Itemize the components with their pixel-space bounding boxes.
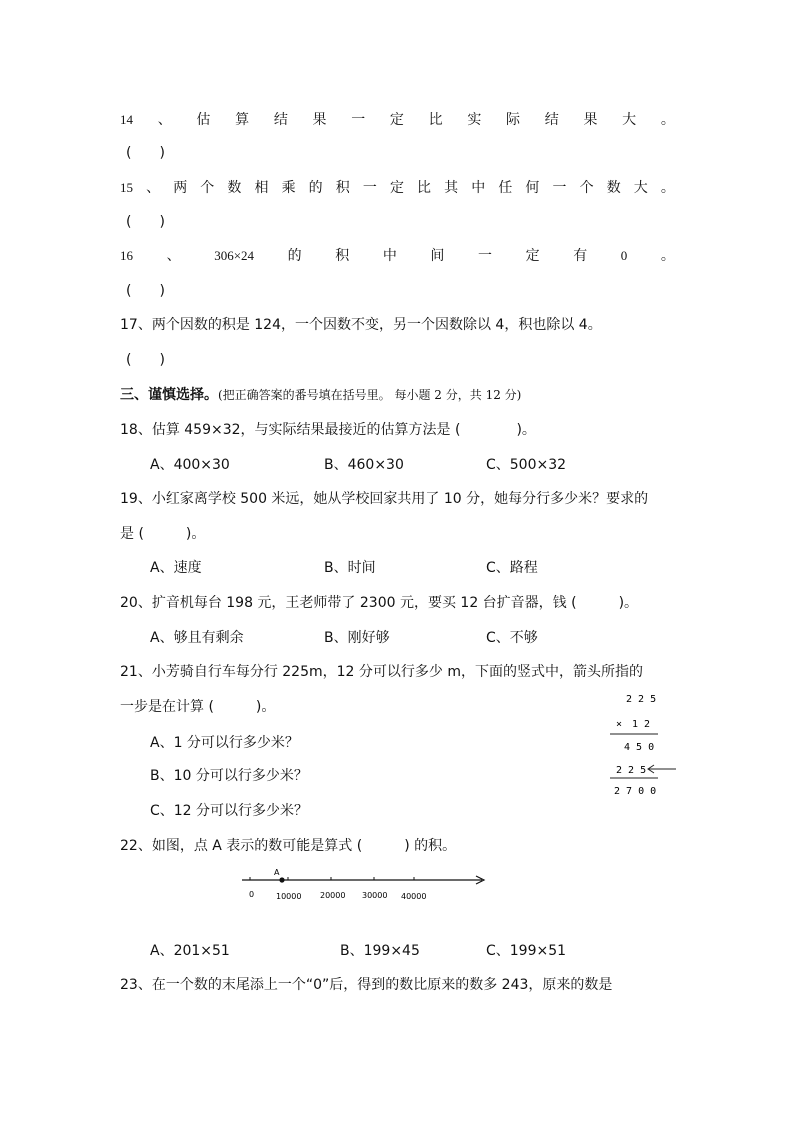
question-14 [120, 110, 675, 130]
q14-char: 结 [273, 112, 288, 128]
q16-char: 一 [478, 248, 492, 264]
q14-char: 果 [583, 112, 598, 128]
option-a[interactable]: A、速度 [150, 560, 202, 576]
question-number: 14 [120, 112, 133, 127]
q15-char: 个 [579, 180, 594, 196]
q16-char: 。 [660, 248, 675, 264]
q16-char: 有 [573, 248, 588, 264]
calc-multiplicand: 2 2 5 [626, 694, 657, 705]
option-c[interactable]: C、12 分可以行多少米？ [150, 803, 309, 819]
question-19: 19、小红家离学校 500 米远，她从学校回家共用了 10 分，她每分行多少米？要求的 [120, 491, 649, 507]
question-18: 18、估算 459×32，与实际结果最接近的估算方法是 ( )。 [120, 422, 536, 438]
q15-char: 的 [308, 180, 323, 196]
section-title: 三、谨慎选择。 [120, 387, 218, 403]
question-19-cont: 是 ( )。 [120, 526, 206, 542]
question-21-cont: 一步是在计算 ( )。 [120, 699, 276, 715]
q16-char: 0 [620, 248, 628, 263]
option-b[interactable]: B、10 分可以行多少米？ [150, 768, 308, 784]
option-a[interactable]: A、400×30 [150, 457, 230, 473]
q15-char: 比 [417, 180, 432, 196]
q15-char: 一 [362, 180, 377, 196]
q15-char: 大 [633, 180, 648, 196]
q16-char: 定 [525, 248, 540, 264]
q15-char: 数 [227, 180, 242, 196]
answer-blank[interactable]: ( ) [126, 214, 165, 230]
q14-char: 估 [196, 112, 211, 128]
question-16 [120, 246, 675, 266]
option-a[interactable]: A、201×51 [150, 943, 230, 959]
q16-char: 的 [287, 248, 302, 264]
question-21: 21、小芳骑自行车每分行 225m，12 分可以行多少 m，下面的竖式中，箭头所指的 [120, 664, 643, 680]
tick-label: 20000 [320, 891, 346, 900]
point-a-label: A [274, 868, 280, 877]
q16-char: 中 [382, 248, 397, 264]
vertical-multiplication [600, 692, 690, 802]
tick-label: 0 [249, 890, 255, 899]
q15-char: 定 [389, 180, 404, 196]
q15-char: 两 [173, 180, 188, 196]
question-15 [120, 178, 675, 198]
point-a [279, 877, 284, 882]
option-b[interactable]: B、460×30 [324, 457, 404, 473]
option-b[interactable]: B、时间 [324, 560, 376, 576]
question-20: 20、扩音机每台 198 元，王老师带了 2300 元，要买 12 台扩音器，钱 ( )。 [120, 595, 639, 611]
tick-label: 30000 [362, 891, 388, 900]
question-17: 17、两个因数的积是 124，一个因数不变，另一个因数除以 4，积也除以 4。 [120, 317, 602, 333]
q14-char: 定 [389, 112, 404, 128]
calc-result: 2 7 0 0 [614, 786, 657, 797]
option-b[interactable]: B、199×45 [340, 943, 420, 959]
q14-char: 比 [428, 112, 443, 128]
q14-char: 大 [622, 112, 637, 128]
question-number: 15 [120, 180, 133, 195]
q15-char: 一 [552, 180, 567, 196]
q14-char: 、 [157, 112, 172, 128]
q14-char: 一 [351, 112, 366, 128]
option-c[interactable]: C、199×51 [486, 943, 567, 959]
answer-blank[interactable]: ( ) [126, 283, 165, 299]
q15-char: 积 [335, 180, 350, 196]
calc-multiplier: × 1 2 [616, 719, 651, 730]
option-a[interactable]: A、1 分可以行多少米？ [150, 735, 299, 751]
number-line [236, 866, 496, 906]
q15-char: 相 [254, 180, 269, 196]
answer-blank[interactable]: ( ) [126, 145, 165, 161]
tick-label: 10000 [276, 892, 302, 901]
q14-char: 际 [506, 112, 521, 128]
q15-char: 、 [146, 180, 161, 196]
q15-char: 其 [444, 180, 459, 196]
option-c[interactable]: C、不够 [486, 630, 538, 646]
section-heading [120, 385, 521, 405]
q14-char: 。 [660, 112, 675, 128]
q14-char: 结 [544, 112, 559, 128]
q16-char: 积 [335, 248, 350, 264]
q15-char: 。 [660, 180, 675, 196]
q14-char: 实 [467, 112, 482, 128]
tick-label: 40000 [401, 892, 427, 901]
q15-char: 个 [200, 180, 215, 196]
option-c[interactable]: C、500×32 [486, 457, 567, 473]
answer-blank[interactable]: ( ) [126, 352, 165, 368]
q14-char: 算 [235, 112, 250, 128]
calc-partial-1: 4 5 0 [624, 742, 655, 753]
question-number: 16 [120, 248, 133, 263]
option-c[interactable]: C、路程 [486, 560, 538, 576]
calc-partial-2: 2 2 5 [616, 765, 647, 776]
option-a[interactable]: A、够且有剩余 [150, 630, 244, 646]
q15-char: 数 [606, 180, 621, 196]
question-22: 22、如图，点 A 表示的数可能是算式 ( ) 的积。 [120, 838, 457, 854]
q16-char: 、 [166, 248, 181, 264]
q16-char: 间 [430, 248, 445, 264]
q14-char: 果 [312, 112, 327, 128]
q16-expression: 306×24 [214, 248, 255, 263]
q15-char: 何 [525, 180, 540, 196]
question-23: 23、在一个数的末尾添上一个“0”后，得到的数比原来的数多 243，原来的数是 [120, 977, 613, 993]
option-b[interactable]: B、刚好够 [324, 630, 390, 646]
section-note: (把正确答案的番号填在括号里。 每小题 2 分，共 12 分) [218, 388, 522, 402]
q15-char: 中 [471, 180, 486, 196]
q15-char: 任 [498, 180, 513, 196]
q15-char: 乘 [281, 180, 296, 196]
